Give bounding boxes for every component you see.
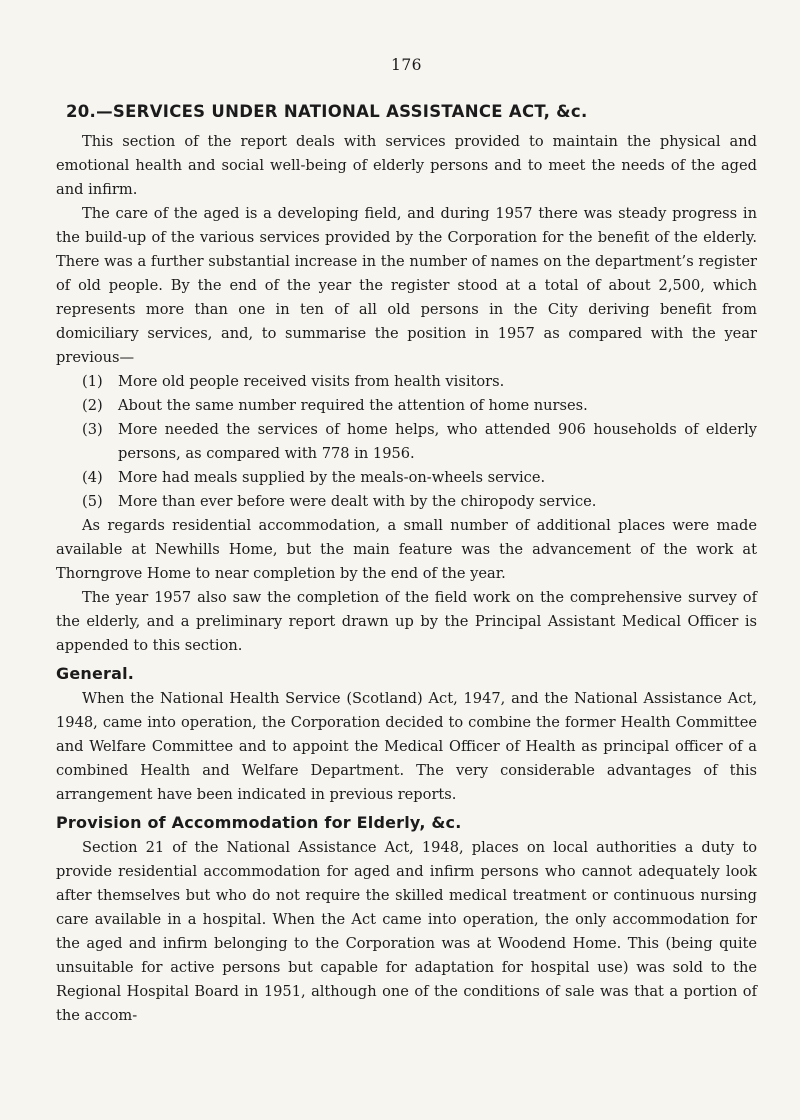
list-number: (2) bbox=[82, 397, 103, 414]
list-item bbox=[56, 394, 757, 418]
list-item bbox=[56, 370, 757, 394]
list-number: (3) bbox=[82, 421, 103, 438]
list-text: More than ever before were dealt with by the chiropody service. bbox=[118, 493, 597, 510]
section-title: 20.—SERVICES UNDER NATIONAL ASSISTANCE ACT, &c. bbox=[66, 102, 588, 121]
list-text: More needed the services of home helps, who attended 906 households of elderly persons, as compared with 778 in 1956. bbox=[118, 421, 757, 462]
list-item bbox=[56, 466, 757, 490]
provision-heading: Provision of Accommodation for Elderly, &c. bbox=[56, 813, 462, 832]
survey-paragraph: The year 1957 also saw the completion of the field work on the comprehensive survey of the elderly, and a preliminary report drawn up by the Principal Assistant Medical Officer is appended to this section. bbox=[56, 589, 757, 654]
general-paragraph: When the National Health Service (Scotland) Act, 1947, and the National Assistance Act, 1948, came into operation, the Corporation decided to combine the former Health Committee and Welfare Committee and to appoint the Medical Officer of Health as principal officer of a combined Health and Welfare Department. The very considerable advantages of this arrangement have been indicated in previous reports. bbox=[56, 690, 757, 803]
list-text: More old people received visits from health visitors. bbox=[118, 373, 505, 390]
page-number: 176 bbox=[390, 56, 423, 74]
list-text: About the same number required the attention of home nurses. bbox=[118, 397, 588, 414]
list-text: More had meals supplied by the meals-on-wheels service. bbox=[118, 469, 546, 486]
summary-list bbox=[56, 370, 757, 514]
list-item bbox=[56, 418, 757, 466]
list-item bbox=[56, 490, 757, 514]
accommodation-paragraph: As regards residential accommodation, a small number of additional places were made available at Newhills Home, but the main feature was the advancement of the work at Thorngrove Home to near completion by the end of the year. bbox=[56, 517, 757, 582]
intro-paragraph-1: This section of the report deals with services provided to maintain the physical and emotional health and social well-being of elderly persons and to meet the needs of the aged and infirm. bbox=[56, 133, 757, 198]
provision-paragraph: Section 21 of the National Assistance Act, 1948, places on local authorities a duty to provide residential accommodation for aged and infirm persons who cannot adequately look after themselves but who do not require the skilled medical treatment or continuous nursing care available in a hospital. When the Act came into operation, the only accommodation for the aged and infirm belonging to the Corporation was at Woodend Home. This (being quite unsuitable for active persons but capable for adaptation for hospital use) was sold to the Regional Hospital Board in 1951, although one of the conditions of sale was that a portion of the accom- bbox=[56, 839, 757, 1024]
intro-paragraph-2: The care of the aged is a developing field, and during 1957 there was steady progress in the build-up of the various services provided by the Corporation for the benefit of the elderly. There was a further substantial increase in the number of names on the department’s register of old people. By the end of the year the register stood at a total of about 2,500, which represents more than one in ten of all old persons in the City deriving benefit from domiciliary services, and, to summarise the position in 1957 as compared with the year previous— bbox=[56, 205, 757, 366]
list-number: (5) bbox=[82, 493, 103, 510]
list-number: (4) bbox=[82, 469, 103, 486]
general-heading: General. bbox=[56, 664, 135, 683]
list-number: (1) bbox=[82, 373, 103, 390]
